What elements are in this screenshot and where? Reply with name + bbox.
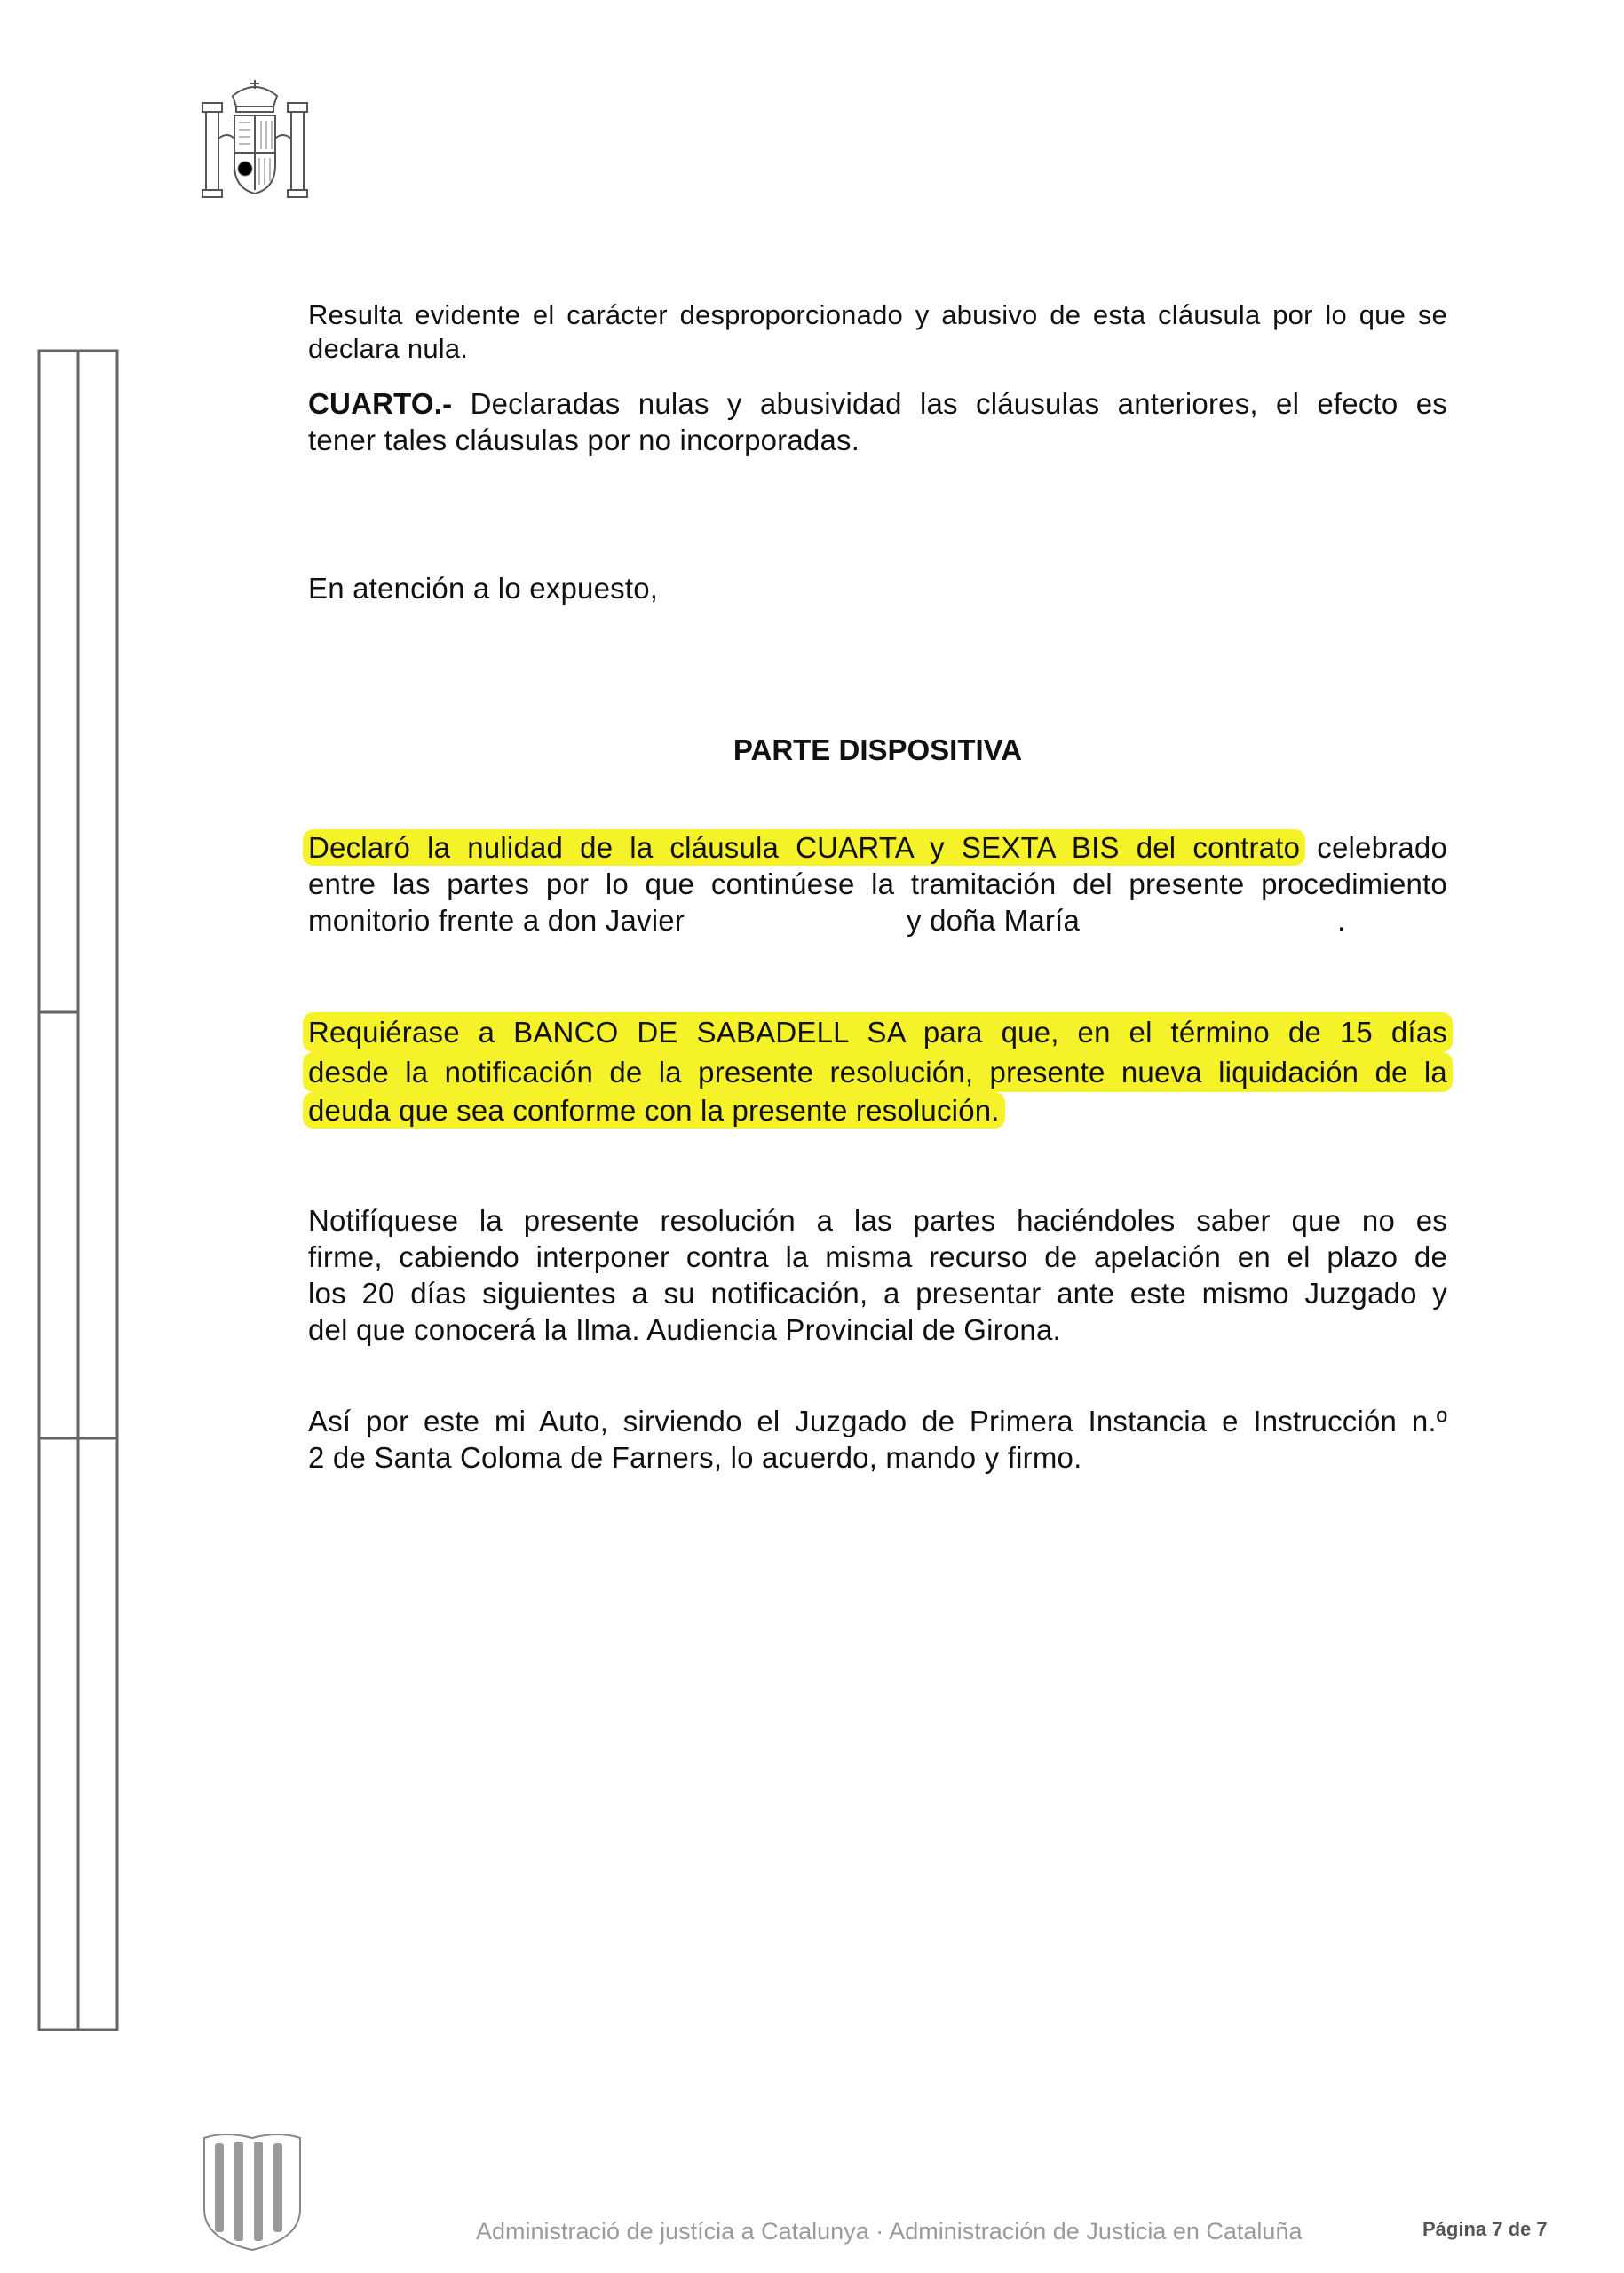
- highlighted-text: desde la notificación de la presente resolución, presente nueva liquidación de la: [303, 1052, 1453, 1092]
- paragraph-requierase: [308, 1012, 1447, 1129]
- text-line: En atención a lo expuesto,: [308, 572, 659, 605]
- paragraph-notifiquese: [308, 1202, 1447, 1348]
- highlighted-text: Declaró la nulidad de la cláusula CUARTA y SEXTA BIS del contrato: [303, 829, 1305, 866]
- text-fragment: celebrado: [1300, 831, 1447, 864]
- text-line: [308, 1092, 1447, 1129]
- text-line: Notifíquese la presente resolución a las partes haciéndoles saber que no es: [308, 1204, 1447, 1237]
- section-heading: PARTE DISPOSITIVA: [733, 733, 1023, 766]
- margin-frame: [37, 349, 119, 2031]
- text-line: [308, 385, 1447, 422]
- catalan-emblem-icon: [199, 2129, 305, 2253]
- text-line: tener tales cláusulas por no incorporadas.: [308, 424, 860, 456]
- text-line: del que conocerá la Ilma. Audiencia Provincial de Girona.: [308, 1313, 1061, 1346]
- text-line: entre las partes por lo que continúese la tramitación del presente procedimiento: [308, 867, 1447, 900]
- text-line: [308, 829, 1447, 866]
- text-fragment: .: [1337, 904, 1346, 937]
- text-line: Así por este mi Auto, sirviendo el Juzgado de Primera Instancia e Instrucción n.º: [308, 1405, 1447, 1437]
- paragraph-cuarto: [308, 385, 1447, 458]
- text-fragment: monitorio frente a don Javier: [308, 904, 685, 937]
- paragraph-asi-por-este: [308, 1403, 1447, 1476]
- text-fragment: Declaradas nulas y abusividad las cláusulas anteriores, el efecto es: [452, 387, 1447, 420]
- paragraph-declaro: [308, 829, 1447, 939]
- text-line: firme, cabiendo interponer contra la misma recurso de apelación en el plazo de: [308, 1240, 1447, 1273]
- footer-institution: Administració de justícia a Catalunya · Administración de Justicia en Cataluña: [476, 2218, 1303, 2245]
- highlighted-text: deuda que sea conforme con la presente resolución.: [303, 1092, 1005, 1129]
- highlighted-text: Requiérase a BANCO DE SABADELL SA para que, en el término de 15 días: [303, 1012, 1453, 1052]
- text-line: 2 de Santa Coloma de Farners, lo acuerdo, mando y firmo.: [308, 1441, 1082, 1474]
- text-fragment: y doña María: [907, 904, 1081, 937]
- text-line: Resulta evidente el carácter desproporcionado y abusivo de esta cláusula por lo que se: [308, 299, 1447, 330]
- text-line: [308, 902, 1447, 939]
- text-line: [308, 1052, 1447, 1092]
- paragraph-clause-conclusion: [308, 298, 1447, 366]
- text-line: declara nula.: [308, 333, 469, 364]
- page-number: Página 7 de 7: [1422, 2218, 1548, 2240]
- paragraph-atencion: [308, 570, 1447, 606]
- cuarto-label: CUARTO.-: [308, 387, 453, 420]
- coat-of-arms-icon: [197, 76, 313, 201]
- text-line: los 20 días siguientes a su notificación, a presentar ante este mismo Juzgado y: [308, 1277, 1447, 1310]
- text-line: [308, 1012, 1447, 1052]
